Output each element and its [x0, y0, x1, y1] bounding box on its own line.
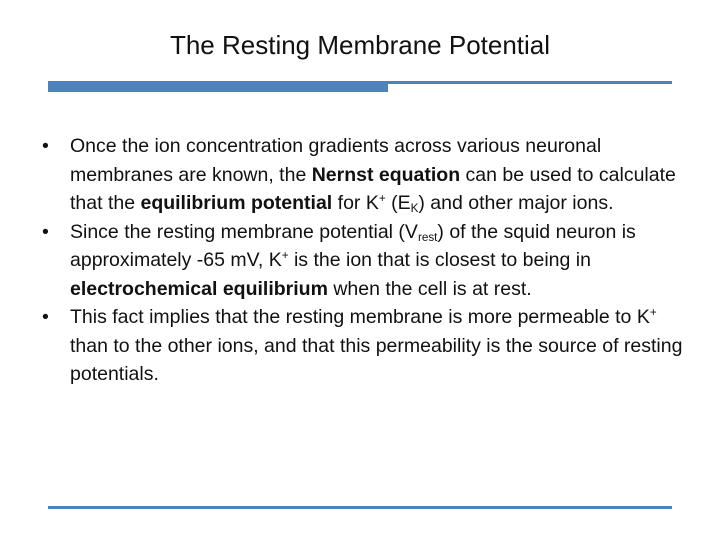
superscript-plus: + — [649, 305, 657, 319]
bullet-text: (E — [385, 192, 411, 214]
bullet-nernst-equation — [28, 132, 688, 218]
slide-title: The Resting Membrane Potential — [169, 30, 551, 60]
superscript-plus: + — [378, 191, 386, 205]
term-equilibrium-potential: equilibrium potential — [140, 192, 333, 214]
bullet-text: Since the resting membrane potential (V — [70, 220, 418, 243]
bullet-text: can be used to calculate that the — [70, 163, 676, 214]
bullet-text: ) and other major ions. — [418, 192, 614, 214]
bullet-text: is the ion that is closest to being in — [288, 249, 591, 271]
bullet-text: for K — [332, 192, 379, 214]
bullet-text: Once the ion concentration gradients across various neuronal membranes are known, the — [70, 135, 602, 186]
subscript-k: K — [410, 201, 419, 215]
superscript-plus: + — [281, 248, 289, 262]
subscript-rest: rest — [417, 230, 438, 244]
footer-rule — [48, 506, 672, 509]
bullet-text: when the cell is at rest. — [327, 277, 532, 300]
bullet-list — [28, 132, 688, 389]
bullet-dot-icon: • — [42, 135, 49, 157]
term-nernst-equation: Nernst equation — [311, 163, 461, 186]
bullet-dot-icon: • — [42, 306, 49, 328]
bullet-text: ) of the squid neuron is approximately -65 mV, K — [70, 220, 636, 271]
bullet-text: than to the other ions, and that this permeability is the source of resting potentials. — [70, 334, 683, 385]
term-electrochemical-equilibrium: electrochemical equilibrium — [70, 277, 328, 300]
bullet-resting-potential — [28, 218, 688, 304]
bullet-text: This fact implies that the resting membrane is more permeable to K — [70, 306, 650, 328]
bullet-dot-icon: • — [42, 220, 49, 243]
title-underline-thick — [48, 84, 388, 92]
bullet-permeability — [28, 303, 688, 389]
